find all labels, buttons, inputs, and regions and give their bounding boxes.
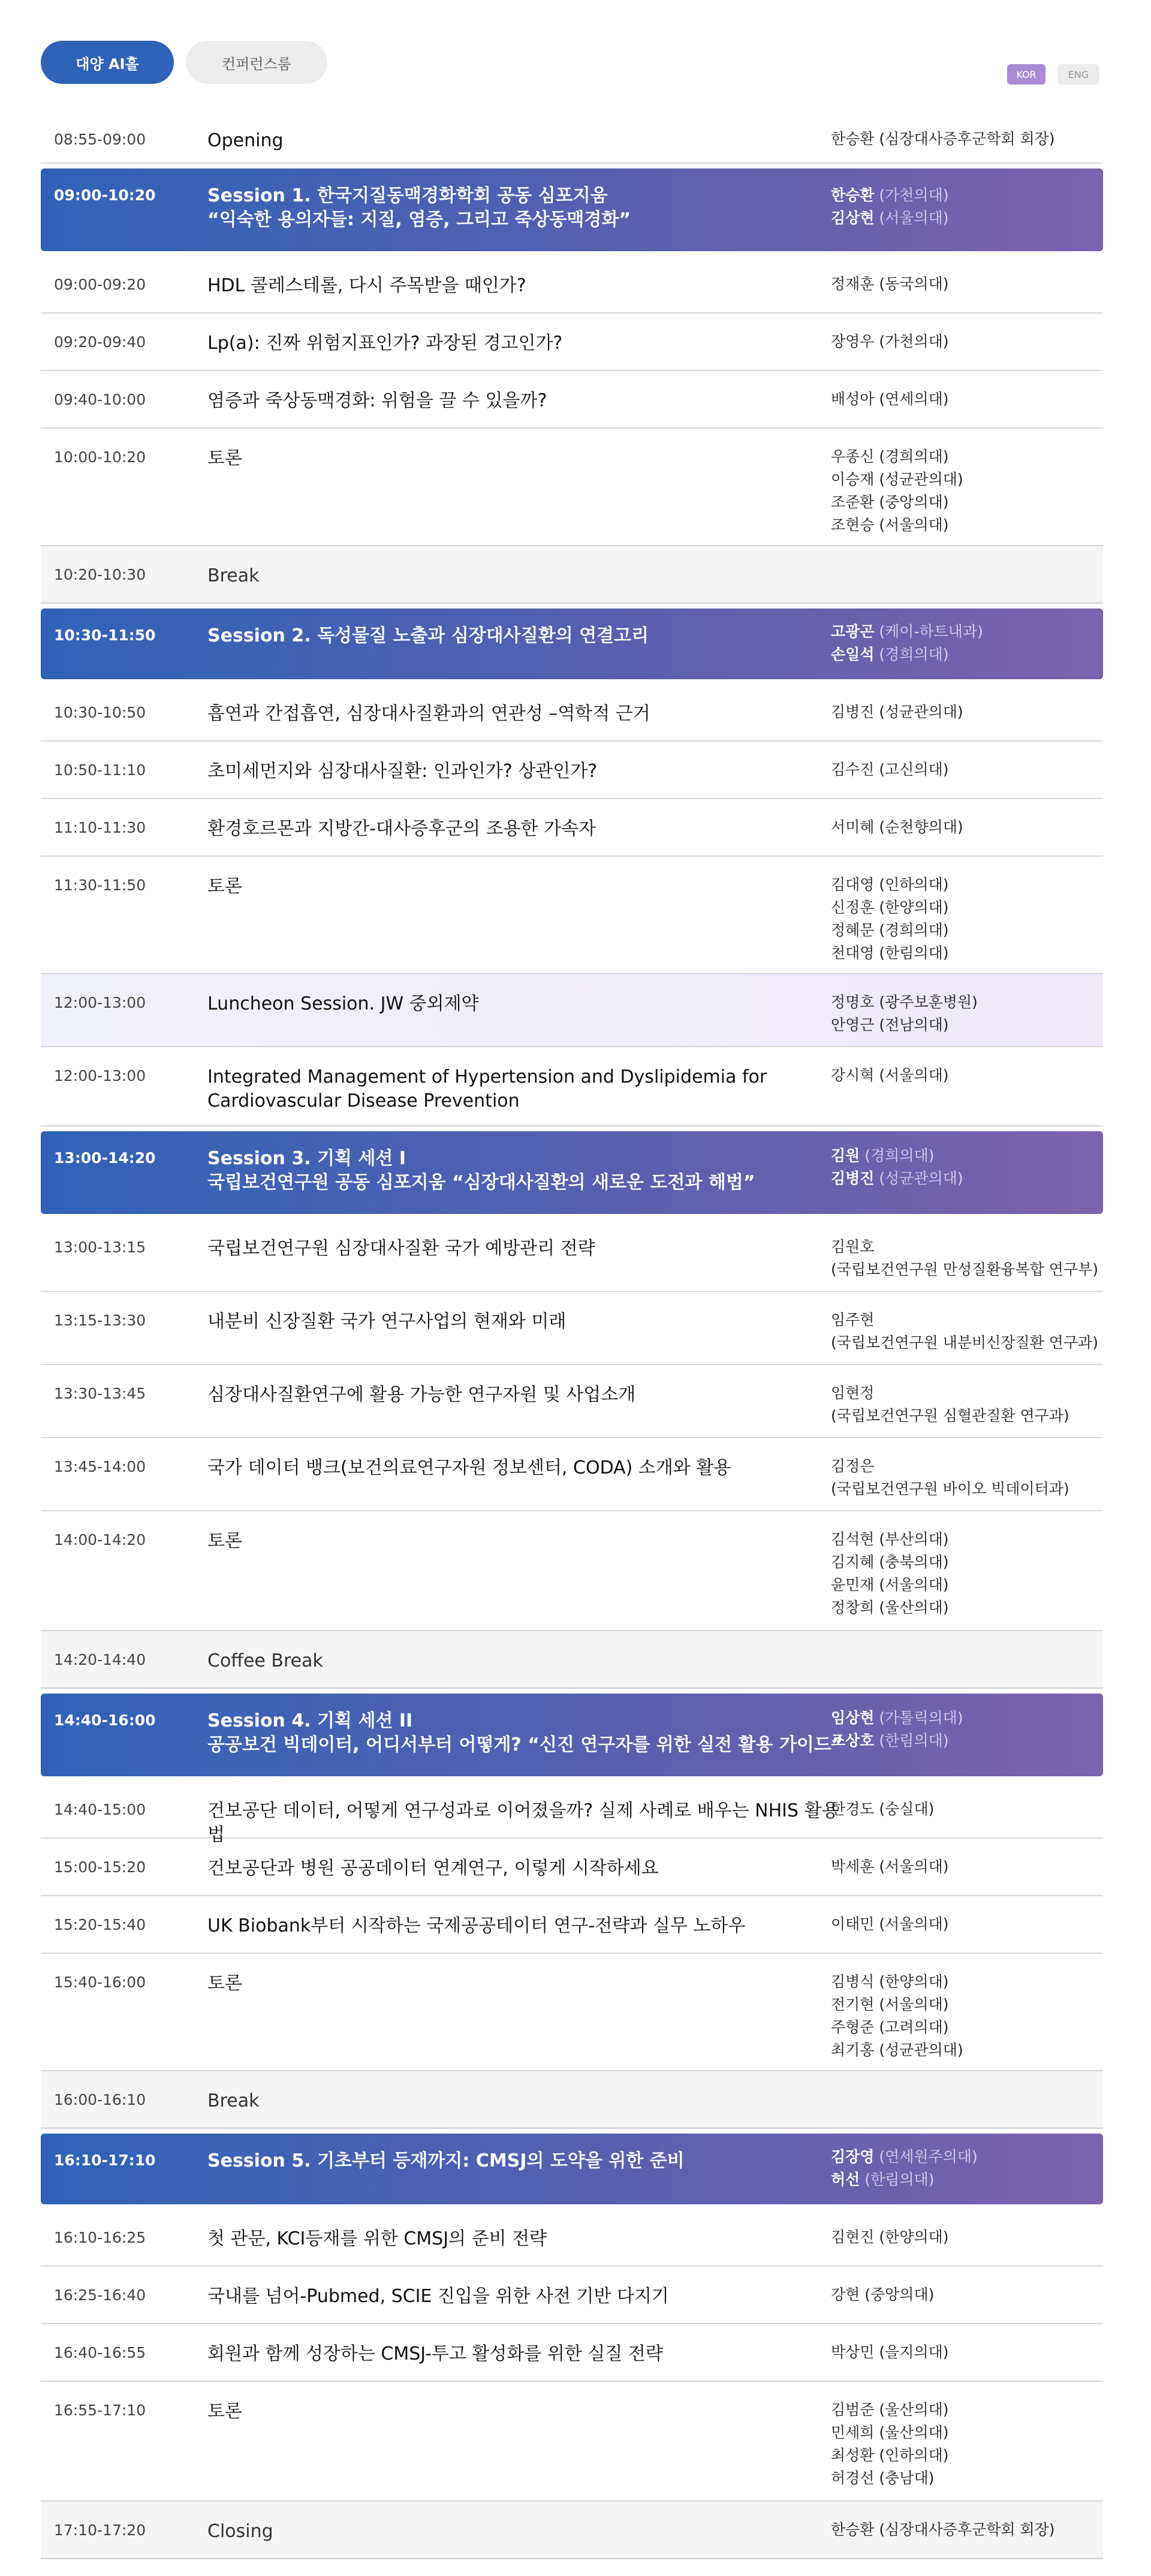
row-title: 토론 bbox=[207, 448, 242, 469]
row-title: 건보공단 데이터, 어떻게 연구성과로 이어졌을까? 실제 사례로 배우는 NHIS 활용법 bbox=[207, 1800, 839, 1845]
row-title: UK Biobank부터 시작하는 국제공공테이터 연구-전략과 실무 노하우 bbox=[207, 1915, 746, 1936]
row-time: 13:15-13:30 bbox=[54, 1312, 146, 1329]
row-speakers: 서미혜 (순천향의대) bbox=[831, 818, 963, 836]
row-time: 09:40-10:00 bbox=[54, 391, 146, 408]
session-chairs: 고광곤 (케이-하트내과) 손일석 (경희의대) bbox=[831, 623, 983, 663]
closing-row bbox=[41, 2502, 1103, 2559]
schedule-row bbox=[41, 857, 1103, 974]
schedule-row bbox=[41, 1292, 1103, 1365]
schedule-row bbox=[41, 1511, 1103, 1631]
break-row bbox=[41, 546, 1103, 604]
row-speakers: 한승환 (심장대사증후군학회 회장) bbox=[831, 2521, 1055, 2538]
session-row bbox=[41, 2134, 1103, 2204]
break-row bbox=[41, 1631, 1103, 1689]
lang-kor-button[interactable]: KOR bbox=[1007, 64, 1045, 85]
row-title: 회원과 함께 성장하는 CMSJ-투고 활성화를 위한 실질 전략 bbox=[207, 2343, 663, 2364]
row-title: 국가 데이터 뱅크(보건의료연구자원 정보센터, CODA) 소개와 활용 bbox=[207, 1457, 731, 1478]
row-time: 15:00-15:20 bbox=[54, 1858, 146, 1876]
row-title: Closing bbox=[207, 2521, 273, 2542]
row-title: 심장대사질환연구에 활용 가능한 연구자원 및 사업소개 bbox=[207, 1384, 636, 1405]
row-title: 내분비 신장질환 국가 연구사업의 현재와 미래 bbox=[207, 1311, 567, 1332]
schedule-row bbox=[41, 256, 1103, 314]
schedule-row bbox=[41, 1839, 1103, 1896]
row-title: Integrated Management of Hypertension and Dyslipidemia for Cardiovascular Disease Prevention bbox=[207, 1066, 767, 1111]
schedule-row bbox=[41, 314, 1103, 371]
schedule-row bbox=[41, 1896, 1103, 1954]
luncheon-row bbox=[41, 974, 1103, 1047]
row-speakers: 강현 (중앙의대) bbox=[831, 2286, 935, 2303]
row-time: 14:20-14:40 bbox=[54, 1651, 146, 1668]
row-title: 건보공단과 병원 공공데이터 연계연구, 이렇게 시작하세요 bbox=[207, 1858, 659, 1879]
schedule-row bbox=[41, 1365, 1103, 1438]
row-title: 토론 bbox=[207, 1973, 242, 1994]
session-chairs: 한승환 (가천의대) 김상현 (서울의대) bbox=[831, 186, 949, 227]
row-time: 08:55-09:00 bbox=[54, 131, 146, 148]
row-time: 14:40-15:00 bbox=[54, 1801, 146, 1818]
session-row bbox=[41, 168, 1103, 251]
row-time: 16:40-16:55 bbox=[54, 2344, 146, 2361]
break-row bbox=[41, 2071, 1103, 2129]
row-time: 17:10-17:20 bbox=[54, 2521, 146, 2539]
row-time: 13:30-13:45 bbox=[54, 1385, 146, 1402]
row-time: 13:00-13:15 bbox=[54, 1239, 146, 1256]
row-speakers: 김현진 (한양의대) bbox=[831, 2228, 949, 2246]
row-speakers: 박상민 (을지의대) bbox=[831, 2343, 949, 2361]
row-time: 14:00-14:20 bbox=[54, 1531, 146, 1548]
session-chairs: 김장영 (연세원주의대) 허선 (한림의대) bbox=[831, 2148, 978, 2188]
row-time: 12:00-13:00 bbox=[54, 994, 146, 1011]
row-speakers: 김범준 (울산의대) 민세희 (울산의대) 최성환 (인하의대) 허경선 (충남대) bbox=[831, 2401, 949, 2487]
row-time: 11:30-11:50 bbox=[54, 876, 146, 894]
schedule-row bbox=[41, 1047, 1103, 1126]
schedule-row bbox=[41, 1954, 1103, 2071]
row-speakers: 장영우 (가천의대) bbox=[831, 333, 949, 350]
row-title: 토론 bbox=[207, 876, 242, 897]
session-time: 09:00-10:20 bbox=[54, 186, 156, 204]
row-speakers: 김병식 (한양의대) 전기현 (서울의대) 주형준 (고려의대) 최기홍 (성균관의대) bbox=[831, 1973, 963, 2059]
session-title: Session 4. 기획 세션 II 공공보건 빅데이터, 어디서부터 어떻게? “신진 연구자를 위한 실전 활용 가이드” bbox=[207, 1710, 843, 1755]
row-speakers: 박세훈 (서울의대) bbox=[831, 1858, 949, 1875]
session-time: 13:00-14:20 bbox=[54, 1149, 156, 1167]
schedule-row bbox=[41, 111, 1103, 164]
schedule-row bbox=[41, 2209, 1103, 2267]
session-title: Session 1. 한국지질동맥경화학회 공동 심포지움 “익숙한 용의자들: 지질, 염증, 그리고 죽상동맥경화” bbox=[207, 185, 631, 230]
row-time: 15:40-16:00 bbox=[54, 1974, 146, 1991]
header-bar bbox=[41, 37, 1103, 91]
row-time: 10:00-10:20 bbox=[54, 448, 146, 466]
schedule-row bbox=[41, 799, 1103, 857]
row-title: 국내를 넘어-Pubmed, SCIE 진입을 위한 사전 기반 다지기 bbox=[207, 2286, 669, 2307]
schedule-row bbox=[41, 2324, 1103, 2382]
row-speakers: 임현정 (국립보건연구원 심혈관질환 연구과) bbox=[831, 1384, 1069, 1424]
row-time: 10:20-10:30 bbox=[54, 566, 146, 583]
session-row bbox=[41, 1694, 1103, 1776]
row-title: 첫 관문, KCI등재를 위한 CMSJ의 준비 전략 bbox=[207, 2228, 547, 2249]
row-title: Luncheon Session. JW 중외제약 bbox=[207, 993, 479, 1014]
schedule-row bbox=[41, 2267, 1103, 2324]
schedule-row bbox=[41, 1438, 1103, 1511]
row-time: 12:00-13:00 bbox=[54, 1067, 146, 1084]
row-speakers: 김석현 (부산의대) 김지혜 (충북의대) 윤민재 (서울의대) 정창희 (울산의대) bbox=[831, 1530, 949, 1616]
row-speakers: 정재훈 (동국의대) bbox=[831, 275, 949, 293]
row-speakers: 김원호 (국립보건연구원 만성질환융복합 연구부) bbox=[831, 1238, 1098, 1278]
row-title: Lp(a): 진짜 위험지표인가? 과장된 경고인가? bbox=[207, 333, 563, 354]
schedule-row bbox=[41, 1219, 1103, 1292]
session-row bbox=[41, 1131, 1103, 1214]
tab-daeyang-ai-hall[interactable]: 대양 AI홀 bbox=[41, 41, 174, 84]
row-title: Break bbox=[207, 565, 260, 586]
session-time: 10:30-11:50 bbox=[54, 626, 156, 644]
row-speakers: 김수진 (고신의대) bbox=[831, 761, 949, 778]
row-time: 10:50-11:10 bbox=[54, 761, 146, 779]
row-time: 16:25-16:40 bbox=[54, 2286, 146, 2304]
row-title: 토론 bbox=[207, 2401, 242, 2422]
session-chairs: 임상현 (가톨릭의대) 조상호 (한림의대) bbox=[831, 1709, 963, 1749]
row-time: 10:30-10:50 bbox=[54, 704, 146, 721]
row-speakers: 임주현 (국립보건연구원 내분비신장질환 연구과) bbox=[831, 1311, 1098, 1351]
session-time: 14:40-16:00 bbox=[54, 1712, 156, 1729]
row-title: 염증과 죽상동맥경화: 위험을 끌 수 있을까? bbox=[207, 390, 547, 411]
row-time: 16:55-17:10 bbox=[54, 2402, 146, 2419]
row-title: Break bbox=[207, 2090, 260, 2111]
lang-eng-button[interactable]: ENG bbox=[1057, 64, 1099, 85]
row-time: 13:45-14:00 bbox=[54, 1458, 146, 1475]
row-time: 16:10-16:25 bbox=[54, 2229, 146, 2246]
tab-conference-room[interactable]: 컨퍼런스룸 bbox=[186, 41, 327, 84]
row-title: Opening bbox=[207, 130, 284, 151]
row-time: 16:00-16:10 bbox=[54, 2091, 146, 2108]
row-title: 토론 bbox=[207, 1530, 242, 1551]
row-speakers: 강시혁 (서울의대) bbox=[831, 1066, 949, 1084]
row-speakers: 김정은 (국립보건연구원 바이오 빅데이터과) bbox=[831, 1457, 1069, 1498]
schedule-table bbox=[41, 111, 1103, 2559]
session-chairs: 김원 (경희의대) 김병진 (성균관의대) bbox=[831, 1147, 963, 1187]
row-speakers: 배성아 (연세의대) bbox=[831, 390, 949, 408]
schedule-row bbox=[41, 2382, 1103, 2502]
schedule-row bbox=[41, 684, 1103, 742]
row-time: 11:10-11:30 bbox=[54, 819, 146, 836]
row-title: Coffee Break bbox=[207, 1650, 323, 1671]
schedule-row bbox=[41, 742, 1103, 799]
row-speakers: 한승환 (심장대사증후군학회 회장) bbox=[831, 130, 1055, 147]
row-title: HDL 콜레스테롤, 다시 주목받을 때인가? bbox=[207, 275, 526, 296]
session-time: 16:10-17:10 bbox=[54, 2152, 156, 2169]
schedule-row bbox=[41, 429, 1103, 546]
row-speakers: 김대영 (인하의대) 신정훈 (한양의대) 정혜문 (경희의대) 천대영 (한림의대) bbox=[831, 876, 949, 962]
row-time: 09:20-09:40 bbox=[54, 333, 146, 351]
row-speakers: 정명호 (광주보훈병원) 안영근 (전남의대) bbox=[831, 993, 978, 1034]
row-speakers: 이태민 (서울의대) bbox=[831, 1915, 949, 1933]
session-title: Session 2. 독성물질 노출과 심장대사질환의 연결고리 bbox=[207, 625, 649, 646]
row-time: 15:20-15:40 bbox=[54, 1916, 146, 1933]
row-speakers: 김병진 (성균관의대) bbox=[831, 703, 963, 721]
row-title: 초미세먼지와 심장대사질환: 인과인가? 상관인가? bbox=[207, 761, 598, 782]
row-time: 09:00-09:20 bbox=[54, 276, 146, 293]
row-title: 흡연과 간접흡연, 심장대사질환과의 연관성 –역학적 근거 bbox=[207, 703, 650, 724]
row-title: 국립보건연구원 심장대사질환 국가 예방관리 전략 bbox=[207, 1238, 595, 1259]
session-title: Session 5. 기초부터 등재까지: CMSJ의 도약을 위한 준비 bbox=[207, 2150, 685, 2171]
schedule-row bbox=[41, 1781, 1103, 1845]
schedule-row bbox=[41, 371, 1103, 429]
session-row bbox=[41, 608, 1103, 679]
row-speakers: 한경도 (숭실대) bbox=[831, 1800, 935, 1818]
row-title: 환경호르몬과 지방간-대사증후군의 조용한 가속자 bbox=[207, 818, 596, 839]
row-speakers: 우종신 (경희의대) 이승재 (성균관의대) 조준환 (중앙의대) 조현승 (서울의대) bbox=[831, 448, 963, 534]
session-title: Session 3. 기획 세션 I 국립보건연구원 공동 심포지움 “심장대사질환의 새로운 도전과 해법” bbox=[207, 1148, 755, 1193]
